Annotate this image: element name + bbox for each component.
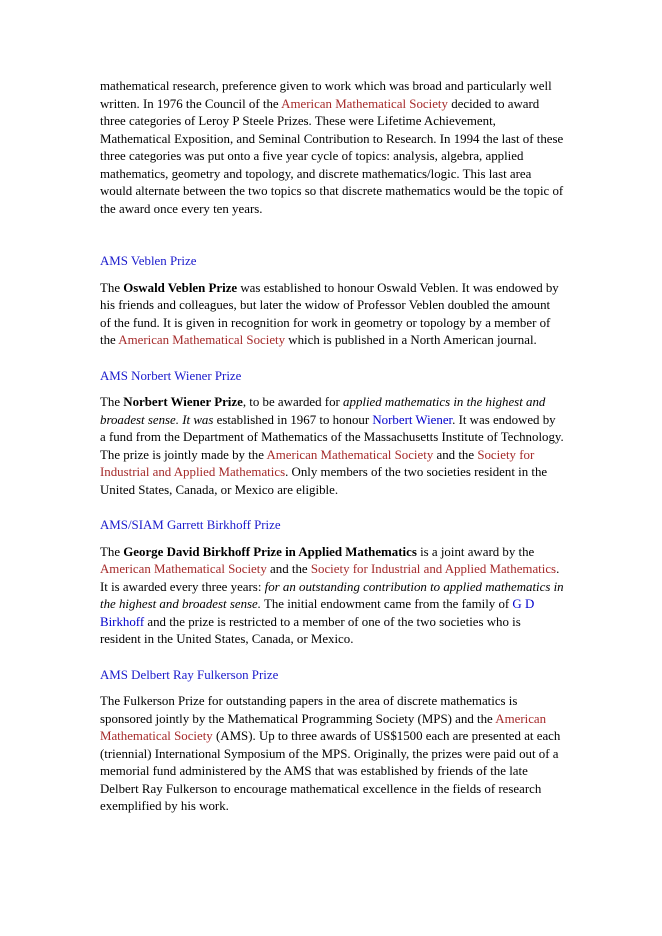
wiener-text-2: , to be awarded for: [242, 395, 344, 409]
wiener-text-3: established in 1967 to honour: [213, 412, 373, 427]
wiener-text-5: and the: [433, 447, 478, 462]
gd-birkhoff-link[interactable]: G D Birkhoff: [100, 597, 535, 629]
birkhoff-text-1: The: [100, 544, 124, 559]
wiener-paragraph: [100, 394, 564, 499]
veblen-text-2: was established to honour Oswald Veblen. It was endowed by his friends and colleagues, but later the widow of Professor Veblen doubled the amount of the fund. It is given in recognition for work in geometry or topology by a member of the: [100, 280, 559, 347]
wiener-text-6: . Only members of the two societies resident in the United States, Canada, or Mexico are eligible.: [100, 465, 548, 497]
ams-link[interactable]: American Mathematical Society: [281, 96, 448, 111]
document-page: [100, 78, 564, 816]
fulkerson-heading: AMS Delbert Ray Fulkerson Prize: [100, 667, 279, 682]
norbert-wiener-link[interactable]: Norbert Wiener: [372, 412, 453, 427]
intro-text-1: mathematical research, preference given to work which was broad and particularly well written. In 1976 the Council of the: [100, 79, 552, 111]
ams-link[interactable]: American Mathematical Society: [100, 562, 267, 576]
ams-link[interactable]: American Mathematical Society: [266, 447, 434, 462]
intro-text-2: decided to award three categories of Leroy P Steele Prizes. These were Lifetime Achievement, Mathematical Exposition, and Seminal Contribution to Research. In 1994 the last of these three categories was put onto a five year cycle of topics: analysis, algebra, applied mathematics, geometry and topology, and discrete mathematics/logic. This last area would alternate between the two topics so that discrete mathematics would be the topic of the award once every ten years.: [100, 96, 564, 216]
ams-link[interactable]: American Mathematical Society: [118, 333, 286, 347]
birkhoff-text-3: and the: [266, 562, 311, 576]
veblen-text-1: The: [100, 280, 124, 295]
wiener-text-4: . It was endowed by a fund from the Department of Mathematics of the Massachusetts Institute of Technology. The prize is jointly made by the: [100, 412, 564, 462]
wiener-text-1: The: [100, 395, 124, 409]
fulkerson-text-2: (AMS). Up to three awards of US$1500 each are presented at each (triennial) International Symposium of the MPS. Originally, the prizes were paid out of a memorial fund administered by the AMS that was established by friends of the late Delbert Ray Fulkerson to encourage mathematical excellence in the fields of research exemplified by his work.: [100, 729, 561, 813]
veblen-text-3: which is published in a North American journal.: [285, 333, 537, 347]
birkhoff-heading: AMS/SIAM Garrett Birkhoff Prize: [100, 518, 281, 532]
veblen-heading: AMS Veblen Prize: [100, 254, 197, 268]
wiener-bold: Norbert Wiener Prize: [123, 395, 243, 409]
siam-link[interactable]: Society for Industrial and Applied Mathematics: [100, 447, 535, 479]
ams-link[interactable]: American Mathematical Society: [100, 711, 547, 743]
birkhoff-text-6: and the prize is restricted to a member of one of the two societies who is resident in the United States, Canada, or Mexico.: [100, 614, 521, 646]
veblen-bold: Oswald Veblen Prize: [123, 280, 238, 295]
birkhoff-italic: for an outstanding contribution to applied mathematics in the highest and broadest sense.: [100, 579, 564, 611]
birkhoff-paragraph: [100, 544, 564, 649]
birkhoff-text-5: The initial endowment came from the family of: [261, 597, 513, 611]
birkhoff-text-2: is a joint award by the: [416, 544, 535, 559]
birkhoff-bold: George David Birkhoff Prize in Applied Mathematics: [123, 544, 417, 559]
fulkerson-text-1: The Fulkerson Prize for outstanding papers in the area of discrete mathematics is sponsored jointly by the Mathematical Programming Society (MPS) and the: [100, 694, 518, 726]
siam-link[interactable]: Society for Industrial and Applied Mathematics: [310, 562, 557, 576]
fulkerson-paragraph: [100, 693, 564, 816]
intro-paragraph: [100, 78, 564, 218]
veblen-paragraph: [100, 280, 564, 350]
birkhoff-text-4: . It is awarded every three years:: [100, 562, 560, 594]
wiener-italic: applied mathematics in the highest and broadest sense. It was: [100, 395, 546, 427]
wiener-heading: AMS Norbert Wiener Prize: [100, 368, 242, 383]
